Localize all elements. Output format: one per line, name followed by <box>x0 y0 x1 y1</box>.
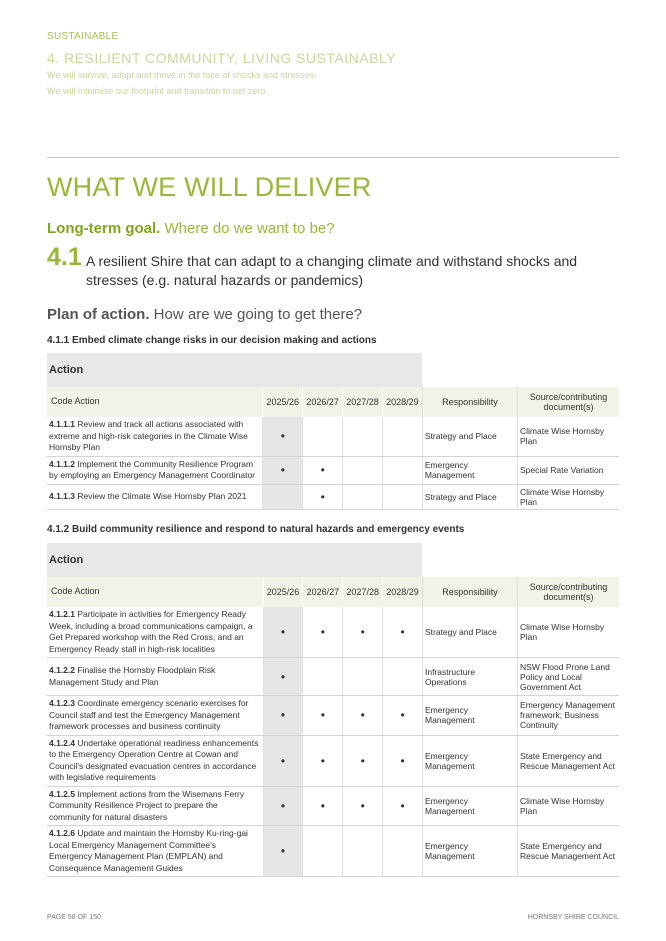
col-2027-28: 2027/28 <box>343 387 383 417</box>
year-cell <box>263 658 303 696</box>
responsibility-cell: Emergency Management <box>422 696 517 736</box>
year-cell <box>263 826 303 877</box>
plan-of-action <box>47 306 362 323</box>
responsibility-cell: Emergency Management <box>422 735 517 786</box>
long-term-goal <box>47 220 335 237</box>
objective-text: A resilient Shire that can adapt to a changing climate and withstand shocks and stresses (e.g. natural hazards or pandemics) <box>86 253 578 288</box>
year-cell <box>303 456 343 484</box>
scheduled-dot: • <box>280 463 285 477</box>
year-cell <box>263 786 303 826</box>
scheduled-dot: • <box>320 708 325 723</box>
goal-question: Where do we want to be? <box>160 220 335 237</box>
scheduled-dot: • <box>280 798 286 813</box>
table-row <box>47 658 619 696</box>
year-cell <box>383 456 423 484</box>
action-header-row <box>47 353 619 387</box>
table-row <box>47 484 619 509</box>
source-cell: Special Rate Variation <box>518 456 619 484</box>
action-text: Participate in activities for Emergency Ready Week, including a broad communications campaign, a Get Prepared workshop with the Red Cross, and an Emergency Ready stall in high-risk localities <box>49 609 253 654</box>
scheduled-dot: • <box>320 463 325 477</box>
action-text: Coordinate emergency scenario exercises for Council staff and test the Emergency Management framework processes and business continuity <box>49 698 249 731</box>
section-title: 4. RESILIENT COMMUNITY, LIVING SUSTAINABLY <box>47 50 397 66</box>
action-header: Action <box>47 543 422 577</box>
action-code: 4.1.2.2 <box>49 665 75 675</box>
scheduled-dot: • <box>280 708 286 723</box>
table-row <box>47 786 619 826</box>
table-row <box>47 417 619 456</box>
scheduled-dot: • <box>400 798 405 813</box>
year-cell <box>383 484 423 509</box>
year-cell <box>263 456 303 484</box>
scheduled-dot: • <box>280 669 286 684</box>
year-cell <box>303 607 343 658</box>
year-cell <box>303 826 343 877</box>
action-cell <box>47 456 263 484</box>
col-2028-29: 2028/29 <box>383 577 423 607</box>
year-cell <box>263 484 303 509</box>
action-cell <box>47 484 263 509</box>
section-statement-2: We will minimise our footprint and transition to net zero. <box>47 86 268 96</box>
section-statement-1: We will survive, adapt and thrive in the face of shocks and stresses. <box>47 70 317 80</box>
action-header-row <box>47 543 619 577</box>
year-cell <box>303 735 343 786</box>
source-cell: Climate Wise Hornsby Plan <box>518 786 619 826</box>
action-header-blank <box>422 353 619 387</box>
plan-question: How are we going to get there? <box>149 306 363 323</box>
scheduled-dot: • <box>320 753 325 768</box>
action-table-1 <box>47 353 619 510</box>
year-cell <box>383 417 423 456</box>
col-source: Source/contributing document(s) <box>518 387 619 417</box>
action-cell <box>47 658 263 696</box>
scheduled-dot: • <box>400 625 405 639</box>
year-cell <box>303 696 343 736</box>
year-cell <box>343 607 383 658</box>
col-code-action: Code Action <box>47 387 263 417</box>
scheduled-dot: • <box>280 844 286 858</box>
scheduled-dot: • <box>320 798 325 813</box>
responsibility-cell: Strategy and Place <box>422 607 517 658</box>
table-row <box>47 826 619 877</box>
action-cell <box>47 826 263 877</box>
year-cell <box>383 607 423 658</box>
action-cell <box>47 607 263 658</box>
action-code: 4.1.2.1 <box>49 609 75 619</box>
table-row <box>47 456 619 484</box>
year-cell <box>343 786 383 826</box>
col-responsibility: Responsibility <box>422 577 517 607</box>
year-cell <box>383 735 423 786</box>
action-text: Review and track all actions associated with extreme and high-risk categories in the Climate Wise Hornsby Plan <box>49 419 248 452</box>
source-cell: State Emergency and Rescue Management Act <box>518 826 619 877</box>
action-text: Implement the Community Resilience Program by employing an Emergency Management Coordinator <box>49 458 256 480</box>
scheduled-dot: • <box>360 708 365 723</box>
scheduled-dot: • <box>320 625 325 639</box>
year-cell <box>263 696 303 736</box>
source-cell: Climate Wise Hornsby Plan <box>518 607 619 658</box>
responsibility-cell: Emergency Management <box>422 456 517 484</box>
action-table-2 <box>47 543 619 877</box>
scheduled-dot: • <box>360 753 365 768</box>
divider <box>47 157 619 158</box>
page-title: WHAT WE WILL DELIVER <box>47 172 372 202</box>
action-header-blank <box>422 543 619 577</box>
year-cell <box>383 696 423 736</box>
action-cell <box>47 417 263 456</box>
action-code: 4.1.1.2 <box>49 458 75 469</box>
scheduled-dot: • <box>280 429 285 444</box>
col-2026-27: 2026/27 <box>303 387 343 417</box>
col-2028-29: 2028/29 <box>383 387 423 417</box>
action-text: Undertake operational readiness enhancements to the Emergency Operation Centre at Cowan and Council's designated evacuation centres in accordance with legislative requirements <box>49 737 259 782</box>
year-cell <box>343 696 383 736</box>
col-code-action: Code Action <box>47 577 263 607</box>
table-row <box>47 696 619 736</box>
plan-label: Plan of action. <box>47 306 150 323</box>
scheduled-dot: • <box>400 753 405 768</box>
year-cell <box>343 484 383 509</box>
action-cell <box>47 786 263 826</box>
responsibility-cell: Infrastructure Operations <box>422 658 517 696</box>
scheduled-dot: • <box>400 708 405 723</box>
year-cell <box>343 735 383 786</box>
action-text: Implement actions from the Wisemans Ferry Community Resilience Project to prepare the community for natural disasters <box>49 788 245 822</box>
action-cell <box>47 696 263 736</box>
scheduled-dot: • <box>360 798 365 813</box>
action-code: 4.1.1.1 <box>49 419 75 429</box>
responsibility-cell: Strategy and Place <box>422 417 517 456</box>
col-2025-26: 2025/26 <box>263 577 303 607</box>
action-cell <box>47 735 263 786</box>
column-header-row <box>47 577 619 607</box>
footer-organisation: HORNSBY SHIRE COUNCIL <box>527 914 619 921</box>
page-number: PAGE 58 OF 150 <box>47 914 101 921</box>
column-header-row <box>47 387 619 417</box>
year-cell <box>343 658 383 696</box>
action-code: 4.1.2.6 <box>49 828 75 838</box>
action-code: 4.1.1.3 <box>49 490 75 501</box>
strategy-heading-2: 4.1.2 Build community resilience and respond to natural hazards and emergency events <box>47 524 465 535</box>
col-2026-27: 2026/27 <box>303 577 343 607</box>
responsibility-cell: Emergency Management <box>422 786 517 826</box>
action-header: Action <box>47 353 422 387</box>
scheduled-dot: • <box>280 753 286 768</box>
source-cell: Emergency Management framework; Business Continuity <box>518 696 619 736</box>
year-cell <box>343 417 383 456</box>
goal-label: Long-term goal. <box>47 220 161 237</box>
year-cell <box>383 658 423 696</box>
year-cell <box>263 417 303 456</box>
year-cell <box>303 658 343 696</box>
section-label: SUSTAINABLE <box>47 31 119 42</box>
col-2027-28: 2027/28 <box>343 577 383 607</box>
scheduled-dot: • <box>280 625 286 639</box>
year-cell <box>383 786 423 826</box>
responsibility-cell: Emergency Management <box>422 826 517 877</box>
scheduled-dot: • <box>320 489 325 504</box>
action-text: Update and maintain the Hornsby Ku-ring-gai Local Emergency Management Committee's Emergency Management Plan (EMPLAN) and Consequence Management Guides <box>49 828 248 873</box>
col-responsibility: Responsibility <box>422 387 517 417</box>
table-row <box>47 735 619 786</box>
action-text: Finalise the Hornsby Floodplain Risk Management Study and Plan <box>49 665 216 687</box>
source-cell: Climate Wise Hornsby Plan <box>518 417 619 456</box>
col-2025-26: 2025/26 <box>263 387 303 417</box>
year-cell <box>303 786 343 826</box>
year-cell <box>383 826 423 877</box>
source-cell: NSW Flood Prone Land Policy and Local Government Act <box>518 658 619 696</box>
action-code: 4.1.2.5 <box>49 788 75 799</box>
year-cell <box>303 484 343 509</box>
year-cell <box>343 456 383 484</box>
action-text: Review the Climate Wise Hornsby Plan 2021 <box>75 490 247 501</box>
table-row <box>47 607 619 658</box>
action-code: 4.1.2.3 <box>49 698 75 708</box>
year-cell <box>343 826 383 877</box>
year-cell <box>263 735 303 786</box>
action-code: 4.1.2.4 <box>49 737 75 748</box>
responsibility-cell: Strategy and Place <box>422 484 517 509</box>
year-cell <box>303 417 343 456</box>
strategy-heading-1: 4.1.1 Embed climate change risks in our decision making and actions <box>47 335 377 346</box>
source-cell: Climate Wise Hornsby Plan <box>518 484 619 509</box>
objective-number: 4.1 <box>47 243 82 271</box>
source-cell: State Emergency and Rescue Management Act <box>518 735 619 786</box>
col-source: Source/contributing document(s) <box>518 577 619 607</box>
scheduled-dot: • <box>360 625 365 639</box>
year-cell <box>263 607 303 658</box>
